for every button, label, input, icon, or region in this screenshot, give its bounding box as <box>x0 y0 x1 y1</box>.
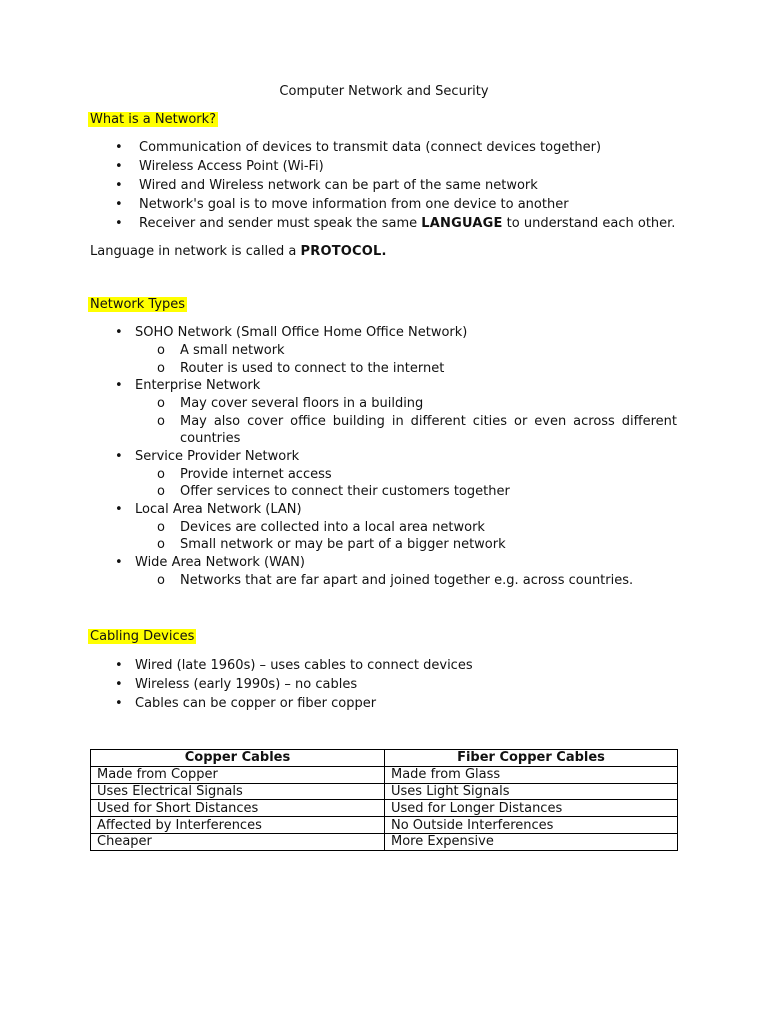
bullet-icon: • <box>115 325 123 340</box>
sub-bullet-icon: o <box>157 396 165 411</box>
sub-list-item <box>0 342 768 360</box>
list-item <box>0 176 768 195</box>
list-item <box>0 324 768 342</box>
list-item <box>0 138 768 157</box>
table-row <box>91 817 678 834</box>
table-row <box>91 766 678 783</box>
bullet-icon: • <box>115 216 123 231</box>
table-cell: No Outside Interferences <box>385 817 678 834</box>
table-header-row <box>91 750 678 767</box>
list-item <box>0 675 768 694</box>
list-item <box>0 554 768 572</box>
sub-list-item <box>0 519 768 537</box>
bullet-icon: • <box>115 197 123 212</box>
sub-list-item-text: Networks that are far apart and joined together e.g. across countries. <box>180 572 634 588</box>
emphasis-protocol: PROTOCOL. <box>300 244 387 259</box>
section-heading-what-is-network <box>88 112 218 127</box>
sub-list-item <box>0 413 768 448</box>
bullet-icon: • <box>115 501 123 517</box>
list-item-text: Network's goal is to move information from one device to another <box>139 197 569 212</box>
sub-bullet-icon: o <box>157 537 165 552</box>
list-item <box>0 448 768 466</box>
table-row <box>91 800 678 817</box>
sub-list-item <box>0 536 768 554</box>
sub-list-item <box>0 360 768 378</box>
table-row <box>91 783 678 800</box>
heading-highlight: Cabling Devices <box>90 629 195 644</box>
list-item <box>0 377 768 395</box>
sub-bullet-icon: o <box>157 484 165 499</box>
list-item-text: Enterprise Network <box>135 378 261 393</box>
bullet-icon: • <box>115 140 123 155</box>
protocol-text: Language in network is called a <box>90 244 301 259</box>
sub-list-item <box>0 572 768 590</box>
table-row <box>91 833 678 850</box>
sub-list-item <box>0 483 768 501</box>
list-item <box>0 214 768 233</box>
bullet-icon: • <box>115 658 123 673</box>
sub-list-item-text: Provide internet access <box>180 466 332 482</box>
sub-list-item-text: Devices are collected into a local area network <box>180 519 485 535</box>
table-cell: Affected by Interferences <box>91 817 385 834</box>
sub-bullet-icon: o <box>157 572 165 588</box>
bullet-icon: • <box>115 696 123 711</box>
list-item-text: Cables can be copper or fiber copper <box>135 696 377 711</box>
list-item-text: Local Area Network (LAN) <box>135 501 302 517</box>
table-cell: Uses Electrical Signals <box>91 783 385 800</box>
column-header: Fiber Copper Cables <box>385 750 678 767</box>
sub-list-item <box>0 466 768 484</box>
emphasis-language: LANGUAGE <box>421 216 503 231</box>
sub-bullet-icon: o <box>157 519 165 535</box>
network-types-list <box>0 324 768 589</box>
list-item-text: Wired and Wireless network can be part of the same network <box>139 178 538 193</box>
table-cell: Made from Glass <box>385 766 678 783</box>
sub-bullet-icon: o <box>157 360 165 376</box>
cabling-devices-list <box>0 656 768 713</box>
list-item <box>0 656 768 675</box>
table-cell: More Expensive <box>385 833 678 850</box>
bullet-icon: • <box>115 677 123 692</box>
bullet-icon: • <box>115 448 123 464</box>
list-item-text: SOHO Network (Small Office Home Office Network) <box>135 325 468 340</box>
cable-comparison-table <box>90 749 678 851</box>
list-item-text-post: to understand each other. <box>502 216 676 231</box>
table-cell: Cheaper <box>91 833 385 850</box>
list-item-text: Communication of devices to transmit data (connect devices together) <box>139 140 602 155</box>
what-is-network-list <box>0 138 768 233</box>
section-heading-cabling-devices <box>88 629 196 644</box>
bullet-icon: • <box>115 554 123 570</box>
list-item-text: Wireless Access Point (Wi-Fi) <box>139 159 324 174</box>
table-cell: Made from Copper <box>91 766 385 783</box>
bullet-icon: • <box>115 378 123 393</box>
list-item <box>0 694 768 713</box>
sub-bullet-icon: o <box>157 343 165 358</box>
sub-list-item <box>0 395 768 413</box>
sub-list-item-text: Offer services to connect their customers together <box>180 484 510 499</box>
bullet-icon: • <box>115 178 123 193</box>
sub-list-item-text: May cover several floors in a building <box>180 396 424 411</box>
list-item-text-pre: Receiver and sender must speak the same <box>139 216 422 231</box>
bullet-icon: • <box>115 159 123 174</box>
list-item <box>0 195 768 214</box>
table-cell: Used for Longer Distances <box>385 800 678 817</box>
heading-highlight: Network Types <box>90 297 186 312</box>
section-heading-network-types <box>88 297 187 312</box>
sub-bullet-icon: o <box>157 413 165 429</box>
heading-highlight: What is a Network? <box>90 112 217 127</box>
list-item <box>0 501 768 519</box>
sub-bullet-icon: o <box>157 466 165 482</box>
sub-list-item-text: May also cover office building in different cities or even across different countries <box>180 413 677 446</box>
table-cell: Used for Short Distances <box>91 800 385 817</box>
list-item-text: Wide Area Network (WAN) <box>135 554 305 570</box>
column-header: Copper Cables <box>91 750 385 767</box>
sub-list-item-text: Router is used to connect to the internet <box>180 360 445 376</box>
page-title: Computer Network and Security <box>279 84 489 99</box>
list-item <box>0 157 768 176</box>
table-cell: Uses Light Signals <box>385 783 678 800</box>
list-item-text: Service Provider Network <box>135 448 300 464</box>
sub-list-item-text: A small network <box>180 343 285 358</box>
protocol-sentence <box>90 244 387 259</box>
sub-list-item-text: Small network or may be part of a bigger network <box>180 537 506 552</box>
list-item-text: Wireless (early 1990s) – no cables <box>135 677 358 692</box>
list-item-text: Wired (late 1960s) – uses cables to connect devices <box>135 658 473 673</box>
